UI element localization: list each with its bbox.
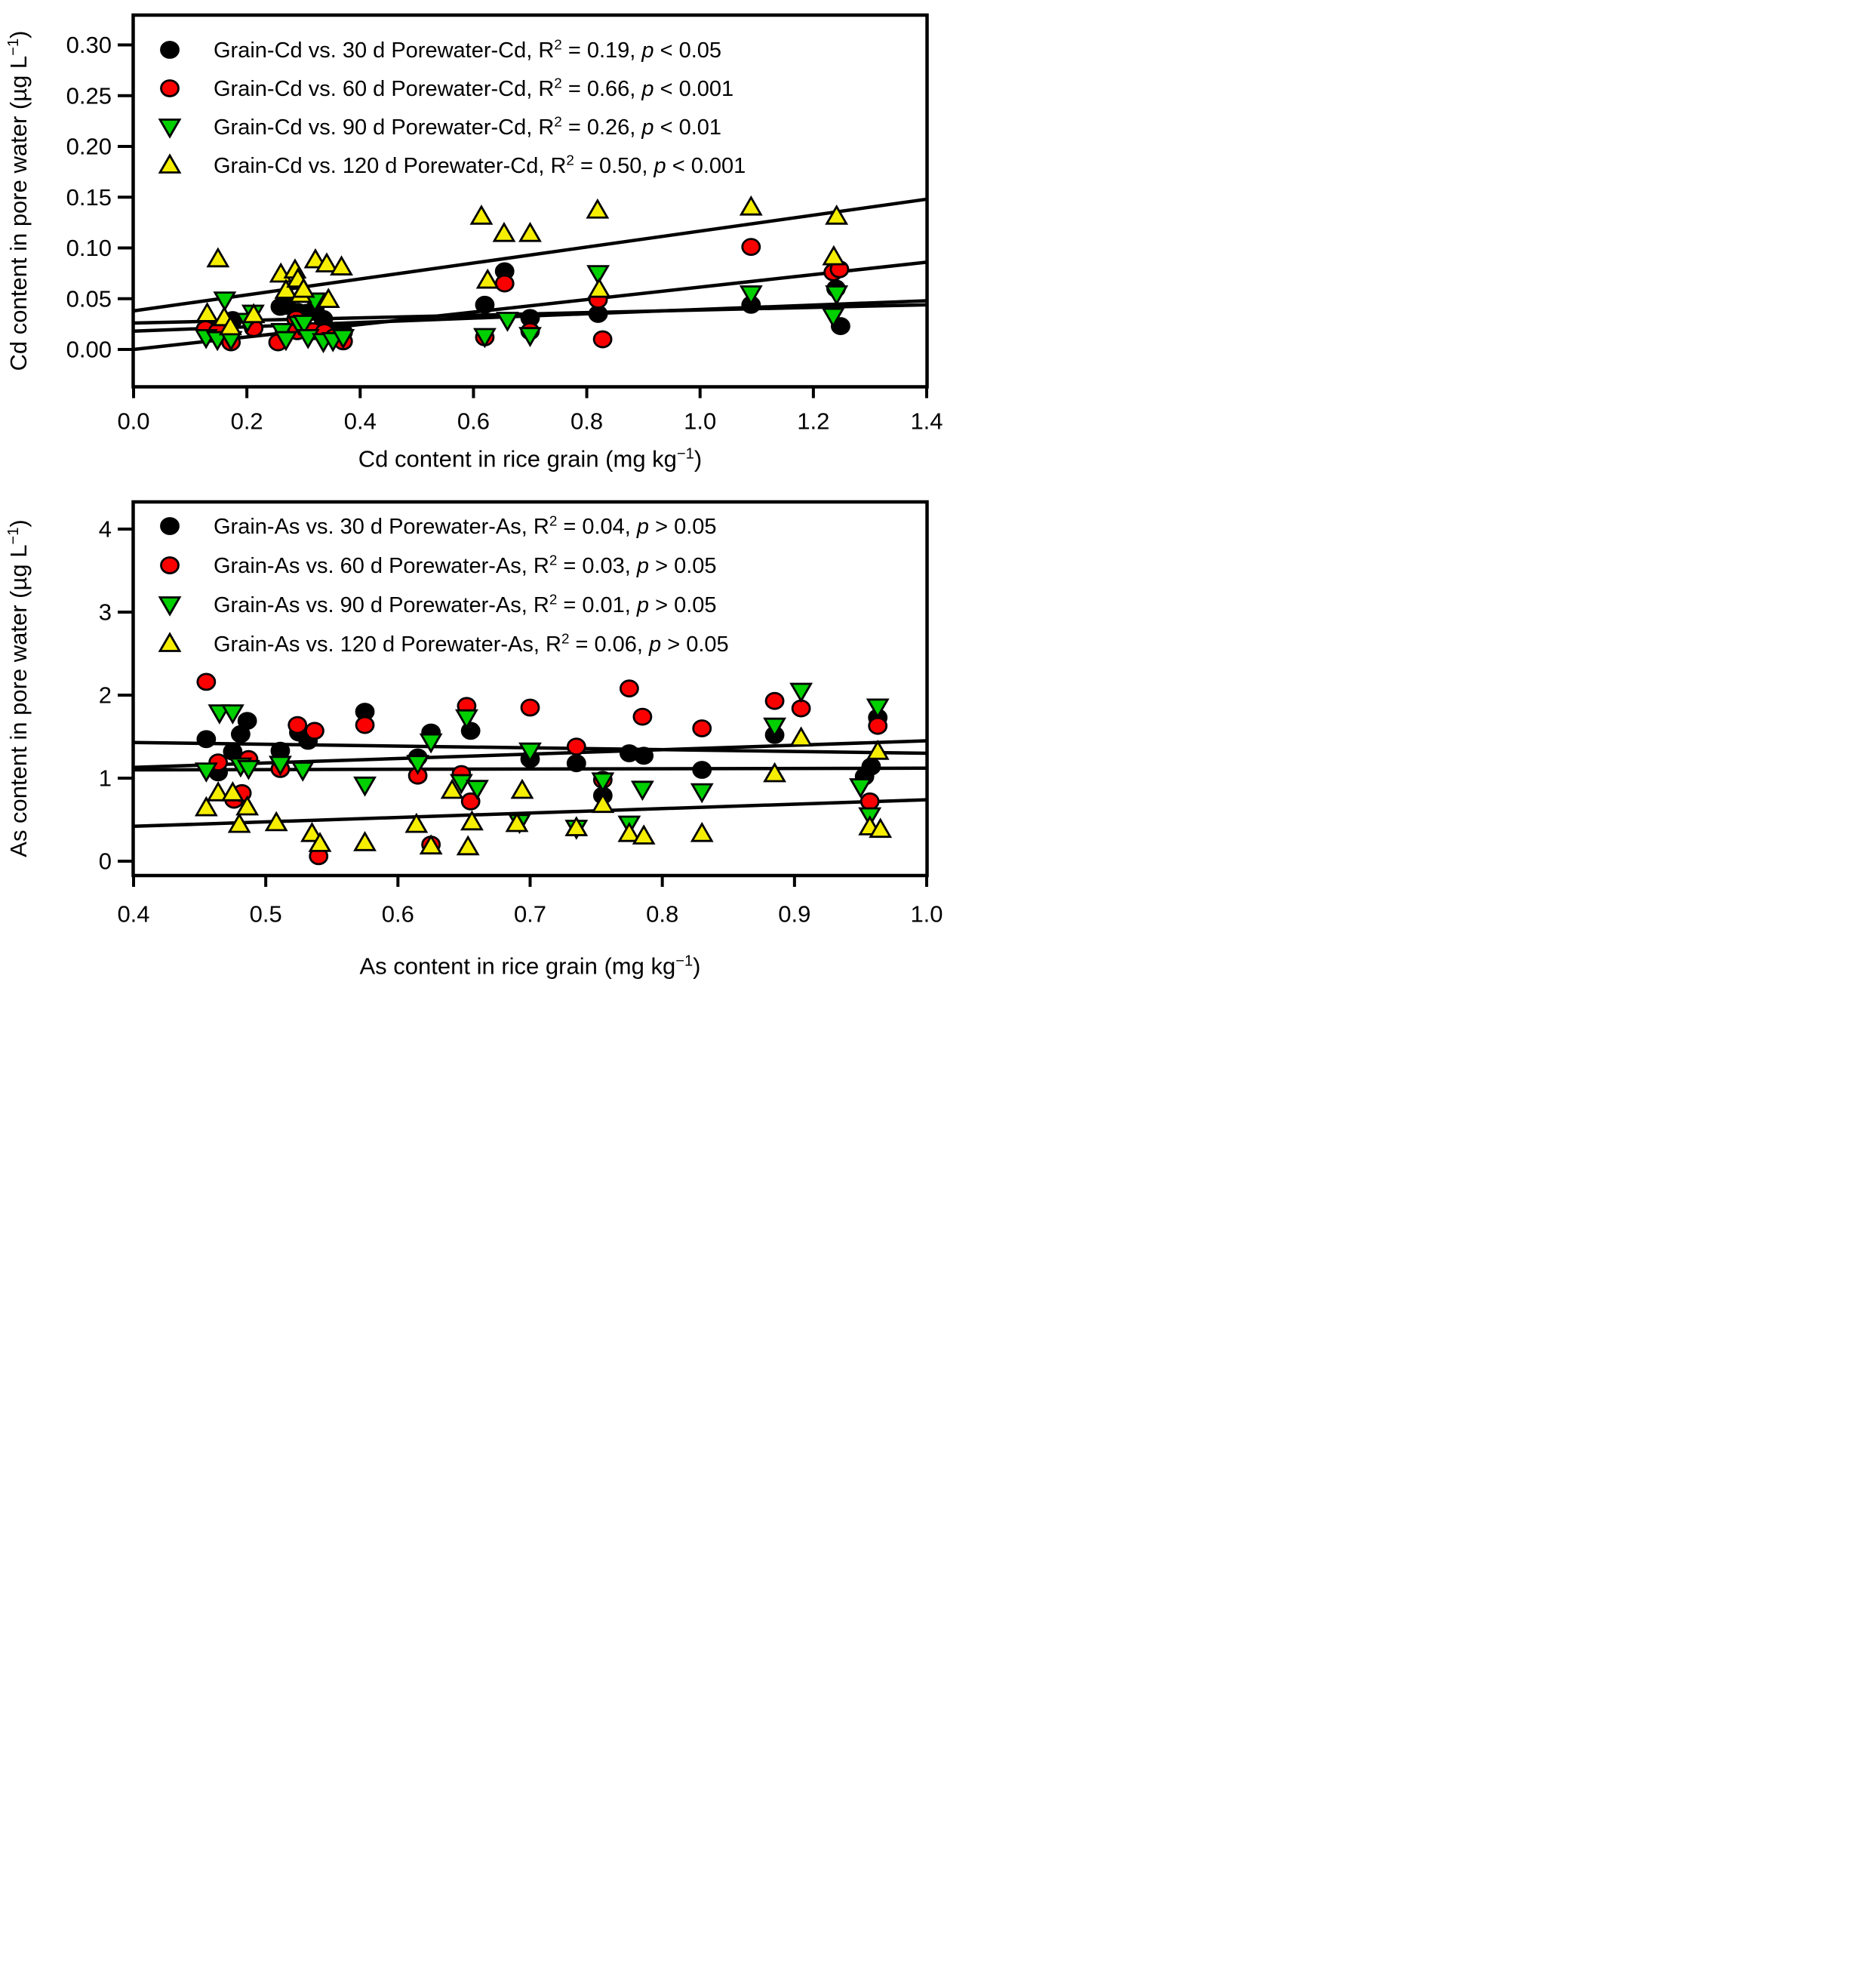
scatter-point-triangle-down: [215, 293, 235, 310]
y-tick-label: 4: [98, 516, 112, 543]
scatter-point-circle: [567, 756, 585, 771]
scatter-point-triangle-down: [355, 777, 375, 795]
scatter-point-triangle-up: [765, 765, 785, 782]
legend-marker-circle: [161, 42, 179, 58]
scatter-point-circle: [766, 693, 783, 709]
scatter-point-triangle-up: [824, 248, 844, 265]
scatter-point-circle: [861, 793, 878, 809]
scatter-point-triangle-up: [588, 201, 607, 218]
scatter-point-circle: [289, 717, 306, 733]
x-axis-title: Cd content in rice grain (mg $kg^{-1}$): [358, 445, 703, 472]
scatter-point-circle: [594, 331, 611, 347]
legend-row: [160, 152, 746, 178]
y-tick-label: 0.10: [66, 235, 112, 262]
scatter-point-triangle-down: [692, 784, 712, 802]
scatter-point-triangle-up: [827, 207, 847, 224]
scatter-point-circle: [635, 748, 653, 764]
y-tick-label: 0.00: [66, 336, 112, 363]
x-tick-label: 0.2: [230, 408, 263, 435]
x-tick-label: 0.0: [117, 408, 150, 435]
legend-marker-triangle-up: [160, 155, 180, 173]
legend-label: Grain-Cd vs. 90 d Porewater-Cd, $R^2 = 0.26$, p < 0.01: [214, 113, 722, 140]
scatter-point-triangle-up: [589, 280, 609, 297]
x-tick-label: 0.5: [249, 900, 282, 928]
scatter-point-circle: [620, 681, 638, 697]
chart-as: [5, 502, 943, 980]
scatter-point-circle: [567, 739, 585, 755]
scatter-point-circle: [496, 275, 513, 291]
scatter-point-circle: [694, 721, 711, 737]
legend-row: [160, 114, 721, 140]
figure-canvas: [0, 0, 943, 991]
y-tick-label: 0.05: [66, 285, 112, 312]
scatter-point-circle: [306, 723, 323, 739]
scatter-point-circle: [521, 700, 539, 716]
scatter-point-circle: [743, 239, 760, 255]
x-tick-label: 1.2: [797, 408, 830, 435]
legend-row: [161, 75, 734, 101]
x-tick-label: 1.0: [684, 408, 717, 435]
y-tick-label: 3: [98, 599, 112, 626]
legend-marker-circle: [161, 81, 179, 97]
legend-row: [161, 552, 717, 578]
y-tick-label: 2: [98, 682, 112, 709]
charts-svg: [0, 0, 943, 991]
scatter-point-circle: [476, 297, 494, 312]
scatter-point-circle: [694, 762, 711, 778]
scatter-point-triangle-up: [494, 224, 514, 242]
scatter-point-circle: [238, 713, 256, 729]
x-tick-label: 0.8: [570, 408, 604, 435]
scatter-point-triangle-up: [521, 224, 540, 242]
legend-label: Grain-As vs. 30 d Porewater-As, $R^2 = 0.04$, p > 0.05: [214, 512, 717, 540]
scatter-point-circle: [356, 717, 374, 733]
scatter-point-triangle-up: [458, 837, 478, 854]
x-tick-label: 0.6: [381, 900, 414, 928]
legend-row: [161, 513, 717, 539]
scatter-point-circle: [869, 718, 887, 734]
scatter-point-triangle-down: [421, 734, 441, 752]
x-axis-title: As content in rice grain (mg $kg^{-1}$): [359, 953, 701, 980]
legend-marker-triangle-up: [160, 634, 180, 651]
legend-marker-circle: [161, 519, 179, 534]
x-tick-label: 0.4: [343, 408, 377, 435]
legend-marker-circle: [161, 558, 179, 574]
legend-label: Grain-As vs. 60 d Porewater-As, $R^2 = 0.03$, p > 0.05: [214, 552, 717, 579]
x-tick-label: 0.6: [457, 408, 490, 435]
scatter-point-triangle-up: [198, 304, 217, 322]
y-tick-label: 0.20: [66, 133, 112, 160]
x-tick-label: 1.4: [910, 408, 943, 435]
scatter-point-triangle-down: [497, 312, 517, 330]
y-axis-title: Cd content in pore water (µg $L^{-1}$): [5, 30, 32, 371]
scatter-point-triangle-up: [478, 271, 497, 288]
scatter-point-triangle-down: [632, 782, 652, 799]
x-tick-label: 1.0: [910, 900, 943, 928]
scatter-point-circle: [198, 731, 215, 747]
legend-marker-triangle-down: [160, 120, 180, 137]
regression-line-yellow: [134, 199, 927, 311]
scatter-point-triangle-up: [792, 728, 811, 746]
y-tick-label: 0: [98, 848, 112, 875]
y-tick-label: 0.30: [66, 32, 112, 59]
scatter-point-triangle-up: [512, 781, 532, 799]
chart-cd: [5, 15, 943, 472]
y-tick-label: 1: [98, 765, 112, 792]
scatter-point-circle: [224, 743, 241, 759]
scatter-point-triangle-up: [472, 207, 491, 224]
scatter-point-triangle-up: [634, 826, 654, 844]
scatter-point-triangle-up: [692, 824, 712, 842]
legend-row: [161, 37, 722, 63]
scatter-point-triangle-up: [208, 249, 228, 266]
legend-label: Grain-As vs. 90 d Porewater-As, $R^2 = 0.01$, p > 0.05: [214, 591, 717, 618]
legend-marker-triangle-down: [160, 598, 180, 615]
legend-label: Grain-Cd vs. 120 d Porewater-Cd, $R^2 = 0.50$, p < 0.001: [214, 152, 746, 179]
x-tick-label: 0.7: [513, 900, 547, 928]
scatter-point-triangle-up: [355, 833, 375, 851]
y-tick-label: 0.25: [66, 82, 112, 109]
scatter-point-circle: [198, 674, 215, 690]
scatter-point-circle: [863, 759, 880, 774]
legend-label: Grain-Cd vs. 30 d Porewater-Cd, $R^2 = 0.19$, p < 0.05: [214, 36, 722, 63]
scatter-point-circle: [634, 709, 651, 725]
legend-row: [160, 631, 729, 657]
y-axis-title: As content in pore water (µg $L^{-1}$): [5, 519, 32, 857]
legend-label: Grain-As vs. 120 d Porewater-As, $R^2 = 0.06$, p > 0.05: [214, 630, 729, 657]
y-tick-label: 0.15: [66, 183, 112, 211]
x-tick-label: 0.8: [646, 900, 679, 928]
scatter-point-triangle-up: [741, 198, 761, 215]
x-tick-label: 0.9: [778, 900, 811, 928]
scatter-point-triangle-down: [792, 684, 811, 701]
legend-label: Grain-Cd vs. 60 d Porewater-Cd, $R^2 = 0.66$, p < 0.001: [214, 75, 734, 102]
x-tick-label: 0.4: [117, 900, 150, 928]
legend-row: [160, 592, 717, 617]
